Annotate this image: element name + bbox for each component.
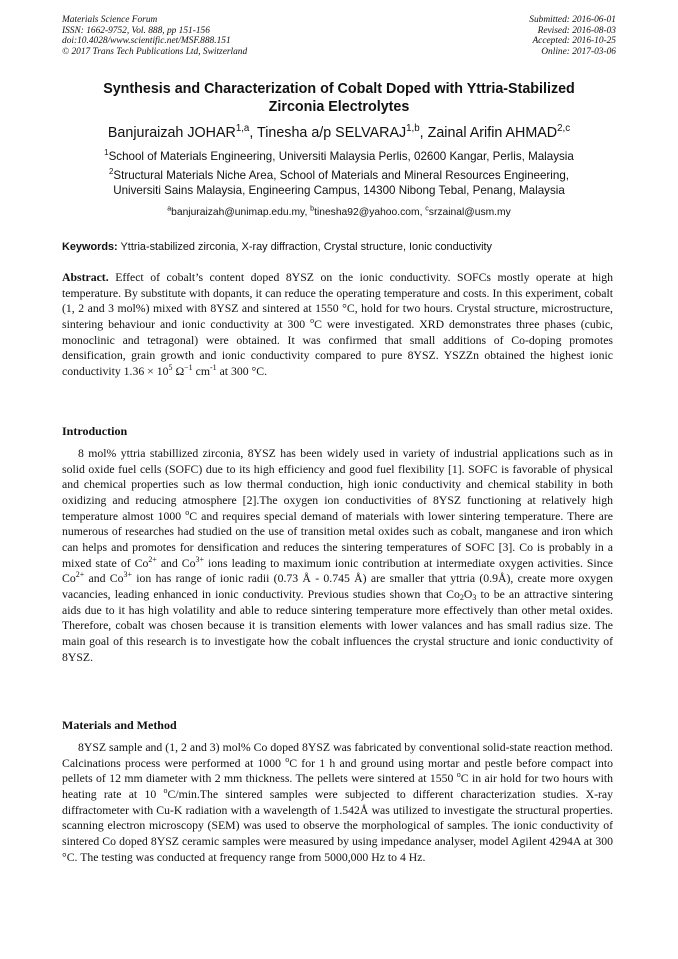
keywords-line — [62, 241, 622, 254]
ion-charge: 3+ — [195, 554, 205, 564]
email-mark: a — [167, 205, 172, 213]
date-accepted: Accepted: 2016-10-25 — [532, 36, 616, 47]
paper-title-line-1: Synthesis and Characterization of Cobalt Doped with Yttria-Stabilized — [103, 81, 575, 97]
body-text: C in air hold for two hours with heating rate at 10 — [62, 772, 613, 801]
journal-name: Materials Science Forum — [62, 15, 158, 25]
author-list: Banjuraizah JOHAR$^{1,a}$, Tinesha a/p SELVARAJ$^{1,b}$, Zainal Arifin AHMAD$^{2,c}$ — [107, 122, 571, 141]
email-mark: c — [425, 205, 429, 213]
abstract-text: Ω — [172, 364, 185, 378]
body-text: to be an attractive sintering aids due to it has high volatility and able to reduce sintering temperature more effectively than other metal oxides. Therefore, cobalt was chosen because it is transition elements with lower valances and has small radius size. The main goal of this research is to investigate how the cobalt influences the crystal structure and ionic conductivity of 8YSZ. — [62, 587, 613, 664]
body-text: ion has range of ionic radii (0.73 Å - 0.745 Å) are smaller that yttria (0.9Å), create more oxygen vacancies, leading enhanced in ionic conductivity. Previous studies shown that Co — [62, 572, 613, 601]
email-link[interactable]: banjuraizah@unimap.edu.my — [171, 207, 305, 218]
body-text: C and requires special demand of materials with lower sintering temperature. There are numerous of researches had studied on the use of transition metal oxides such as cobalt, manganese and iron which can helps and promotes for densification and reduces the sintering temperatures of SOFC [3]. Co is probably in a mixed state of Co — [62, 509, 613, 570]
degree-mark: o — [456, 770, 461, 780]
abstract-label: Abstract. — [62, 271, 109, 284]
author-affiliation-mark: 1,b — [406, 122, 420, 134]
journal-doi[interactable]: doi:10.4028/www.scientific.net/MSF.888.151 — [62, 36, 231, 47]
email-link[interactable]: tinesha92@yahoo.com — [314, 207, 420, 218]
date-submitted: Submitted: 2016-06-01 — [529, 15, 616, 25]
journal-header-right — [529, 15, 616, 57]
author-affiliation-mark: 1,a — [235, 122, 250, 134]
journal-header-left — [62, 15, 247, 57]
degree-mark: o — [163, 786, 168, 796]
formula-subscript: 3 — [472, 592, 477, 602]
author-emails: $^a$banjuraizah@unimap.edu.my, $^b$tinesha92@yahoo.com, $^c$srzainal@usm.my — [167, 205, 511, 218]
abstract-text: cm — [192, 364, 210, 378]
methods-paragraph — [62, 740, 613, 865]
author-name: Banjuraizah JOHAR — [107, 125, 236, 141]
paper-title — [40, 80, 638, 116]
exponent: -1 — [209, 362, 217, 372]
body-text: O — [463, 587, 473, 601]
affiliation-number: 2 — [109, 167, 114, 177]
ion-charge: 2+ — [75, 570, 85, 580]
date-online: Online: 2017-03-06 — [541, 46, 616, 57]
abstract — [62, 270, 613, 380]
ion-charge: 2+ — [148, 554, 157, 564]
body-text: and Co — [156, 556, 196, 570]
ion-charge: 3+ — [123, 570, 132, 580]
exponent: −1 — [184, 362, 193, 372]
degree-mark: o — [310, 316, 315, 326]
email-mark: b — [310, 205, 315, 213]
affiliation-text: School of Materials Engineering, Universiti Malaysia Perlis, 02600 Kangar, Perlis, Malaysia — [108, 150, 574, 163]
author-name: Tinesha a/p SELVARAJ — [257, 125, 407, 141]
journal-copyright: © 2017 Trans Tech Publications Ltd, Switzerland — [62, 46, 248, 57]
abstract-text: C were investigated. XRD demonstrates three phases (cubic, monoclinic and tetragonal) were obtained. It was confirmed that small additions of Co-doping promotes densification, grain growth and ionic conductivity compared to pure 8YSZ. YSZZn obtained the highest ionic conductivity 1.36 × 10 — [62, 317, 613, 378]
email-link[interactable]: srzainal@usm.my — [428, 207, 511, 218]
keywords-text: Yttria-stabilized zirconia, X-ray diffraction, Crystal structure, Ionic conductivity — [120, 241, 492, 253]
author-affiliation-mark: 2,c — [557, 122, 571, 134]
affiliation-text: Universiti Sains Malaysia, Engineering Campus, 14300 Nibong Tebal, Penang, Malaysia — [113, 184, 565, 197]
exponent: 5 — [168, 362, 173, 372]
body-text: C for 1 h and ground using mortar and pestle before compact into pellets of 12 mm diameter with 2 mm thickness. The pellets were sintered at 1550 — [62, 756, 613, 786]
introduction-heading: Introduction — [62, 424, 128, 438]
degree-mark: o — [185, 507, 190, 517]
introduction-paragraph — [62, 446, 613, 665]
affiliation-1 — [40, 149, 638, 164]
body-text: C/min.The sintered samples were subjected to different characterization studies. X-ray diffractometer with Cu-K radiation with a wavelength of 1.542Å was utilized to investigate the structural properties. scanning electron microscopy (SEM) was used to observe the morphological of samples. The ionic conductivity of sintered Co doped 8YSZ ceramic samples were measured by using impedance analyser, model Agilent 4294A at 300 °C. The testing was conducted at frequency range from 5000,000 Hz to 4 Hz. — [62, 787, 613, 864]
journal-issn: ISSN: 1662-9752, Vol. 888, pp 151-156 — [62, 25, 210, 36]
abstract-text: at 300 °C. — [216, 364, 268, 378]
formula-subscript: 2 — [459, 592, 464, 602]
affiliation-number: 1 — [104, 148, 109, 158]
abstract-text: Effect of cobalt’s content doped 8YSZ on the ionic conductivity. SOFCs mostly operate at high temperature. By substitute with dopants, it can reduce the operating temperature and costs. In this experiment, cobalt (1, 2 and 3 mol%) mixed with 8YSZ and sintered at 1550 °C, hold for two hours. Crystal structure, microstructure, sintering behaviour and ionic conductivity at 300 — [62, 271, 613, 331]
paper-title-line-2: Zirconia Electrolytes — [268, 99, 410, 115]
keywords-label: Keywords: — [62, 241, 118, 253]
body-text: 8YSZ sample and (1, 2 and 3) mol% Co doped 8YSZ was fabricated by conventional solid-state reaction method. Calcinations process were performed at 1000 — [62, 741, 613, 770]
body-text: and Co — [84, 572, 124, 586]
body-text: 8 mol% yttria stabillized zirconia, 8YSZ has been widely used in variety of industrial applications such as in solid oxide fuel cells (SOFC) due to its high efficiency and good fuel flexibility [1]. SOFC is favorable of physical and chemical properties such as low thermal conduction, high ionic conductivity and chemical stability in both oxidizing and reducing atmosphere [2].The oxygen ion conductivities of 8YSZ functioning at relatively high temperature almost 1000 — [62, 447, 613, 523]
affiliation-2 — [40, 168, 638, 198]
affiliation-text: Structural Materials Niche Area, School of Materials and Mineral Resources Engineering, — [113, 169, 569, 182]
date-revised: Revised: 2016-08-03 — [537, 25, 616, 36]
degree-mark: o — [285, 754, 290, 764]
body-text: ions leading to maximum ionic contribution at intermediate oxygen activities. Since Co — [62, 556, 613, 586]
author-name: Zainal Arifin AHMAD — [427, 125, 558, 141]
methods-heading: Materials and Method — [62, 718, 177, 732]
